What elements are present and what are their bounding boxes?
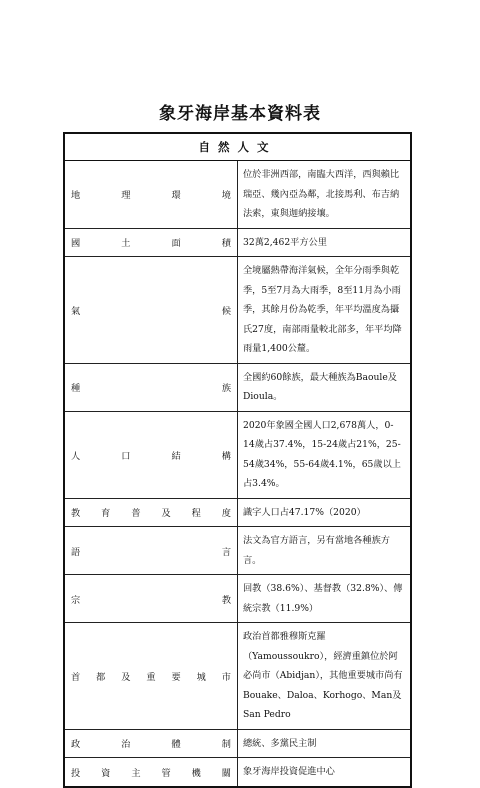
label-char: 族 <box>221 383 231 394</box>
row-label-cell <box>65 498 238 527</box>
label-char: 語 <box>71 546 81 558</box>
label-char: 境 <box>221 190 231 202</box>
row-value: 政治首都雅穆斯克羅（Yamoussoukro），經濟重鎮位於阿必尚市（Abidjan），其他重要城市尚有Bouake、Daloa、Korhogo、Man及San Pedro <box>238 623 411 730</box>
label-char: 教 <box>221 594 231 606</box>
label-char: 種 <box>71 383 81 394</box>
label-char: 口 <box>121 450 131 462</box>
table-row <box>65 729 410 758</box>
row-label <box>71 380 231 394</box>
row-label-cell <box>65 161 238 229</box>
label-char: 要 <box>171 671 181 683</box>
fact-sheet-table <box>63 132 412 788</box>
label-char: 及 <box>161 508 171 520</box>
label-char: 主 <box>131 767 141 779</box>
label-char: 都 <box>96 671 106 683</box>
label-char: 城 <box>196 671 206 683</box>
row-value: 全境屬熱帶海洋氣候，全年分雨季與乾季，5至7月為大雨季，8至11月為小雨季，其餘月份為乾季，年平均溫度為攝氏27度，南部雨量較北部多，年平均降雨量1,400公釐。 <box>238 257 411 364</box>
row-label <box>71 544 231 558</box>
row-label <box>71 736 231 750</box>
label-char: 及 <box>121 671 131 683</box>
row-label-cell <box>65 363 238 411</box>
row-label-cell <box>65 527 238 575</box>
label-char: 政 <box>71 739 81 751</box>
label-char: 制 <box>221 739 231 751</box>
row-label <box>71 505 231 519</box>
label-char: 體 <box>171 739 181 751</box>
row-label <box>71 669 231 683</box>
label-char: 管 <box>161 767 171 779</box>
label-char: 首 <box>71 671 81 683</box>
label-char: 理 <box>121 190 131 202</box>
table-row <box>65 363 410 411</box>
table-row <box>65 161 410 229</box>
label-char: 國 <box>71 238 81 250</box>
label-char: 市 <box>221 671 231 683</box>
row-label-cell <box>65 729 238 758</box>
row-label <box>71 592 231 606</box>
row-label <box>71 187 231 201</box>
label-char: 資 <box>101 767 111 779</box>
row-label-cell <box>65 257 238 364</box>
label-char: 地 <box>71 190 81 202</box>
label-char: 結 <box>171 450 181 462</box>
row-value: 回教（38.6%）、基督教（32.8%）、傳統宗教（11.9%） <box>238 575 411 623</box>
section-header: 自然人文 <box>65 134 410 161</box>
label-char: 構 <box>221 450 231 462</box>
table-row <box>65 527 410 575</box>
label-char: 宗 <box>71 594 81 606</box>
page-title: 象牙海岸基本資料表 <box>159 104 321 124</box>
label-char: 普 <box>131 508 141 520</box>
row-value: 識字人口占47.17%（2020） <box>238 498 411 527</box>
table-row <box>65 623 410 730</box>
row-value: 位於非洲西部，南臨大西洋，西與賴比瑞亞、幾內亞為鄰，北接馬利、布吉納法索，東與迦納接壤。 <box>238 161 411 229</box>
row-label-cell <box>65 411 238 498</box>
row-label <box>71 235 231 249</box>
label-char: 氣 <box>71 305 81 317</box>
row-value: 32萬2,462平方公里 <box>238 228 411 257</box>
row-value: 象牙海岸投資促進中心 <box>238 758 411 786</box>
label-char: 機 <box>191 767 201 779</box>
label-char: 投 <box>71 767 81 779</box>
row-label <box>71 303 231 317</box>
row-label <box>71 448 231 462</box>
table-row <box>65 498 410 527</box>
row-value: 總統、多黨民主制 <box>238 729 411 758</box>
row-value: 全國約60餘族，最大種族為Baoule及Dioula。 <box>238 363 411 411</box>
row-value: 法文為官方語言，另有當地各種族方言。 <box>238 527 411 575</box>
row-label-cell <box>65 575 238 623</box>
label-char: 積 <box>221 238 231 250</box>
label-char: 面 <box>171 238 181 250</box>
row-label-cell <box>65 228 238 257</box>
row-label <box>71 765 231 779</box>
label-char: 度 <box>221 508 231 520</box>
label-char: 人 <box>71 450 81 462</box>
label-char: 治 <box>121 739 131 751</box>
label-char: 候 <box>221 305 231 317</box>
row-label-cell <box>65 623 238 730</box>
label-char: 言 <box>221 546 231 558</box>
section-header-row <box>65 134 410 161</box>
row-value: 2020年象國全國人口2,678萬人，0-14歲占37.4%，15-24歲占21%，25-54歲34%，55-64歲4.1%，65歲以上占3.4%。 <box>238 411 411 498</box>
label-char: 土 <box>121 238 131 250</box>
label-char: 環 <box>171 190 181 202</box>
table-row <box>65 257 410 364</box>
table-row <box>65 228 410 257</box>
table-row <box>65 758 410 786</box>
label-char: 程 <box>191 508 201 520</box>
table-row <box>65 411 410 498</box>
table-row <box>65 575 410 623</box>
label-char: 育 <box>101 508 111 520</box>
label-char: 教 <box>71 508 81 520</box>
label-char: 關 <box>221 767 231 779</box>
label-char: 重 <box>146 671 156 683</box>
row-label-cell <box>65 758 238 786</box>
